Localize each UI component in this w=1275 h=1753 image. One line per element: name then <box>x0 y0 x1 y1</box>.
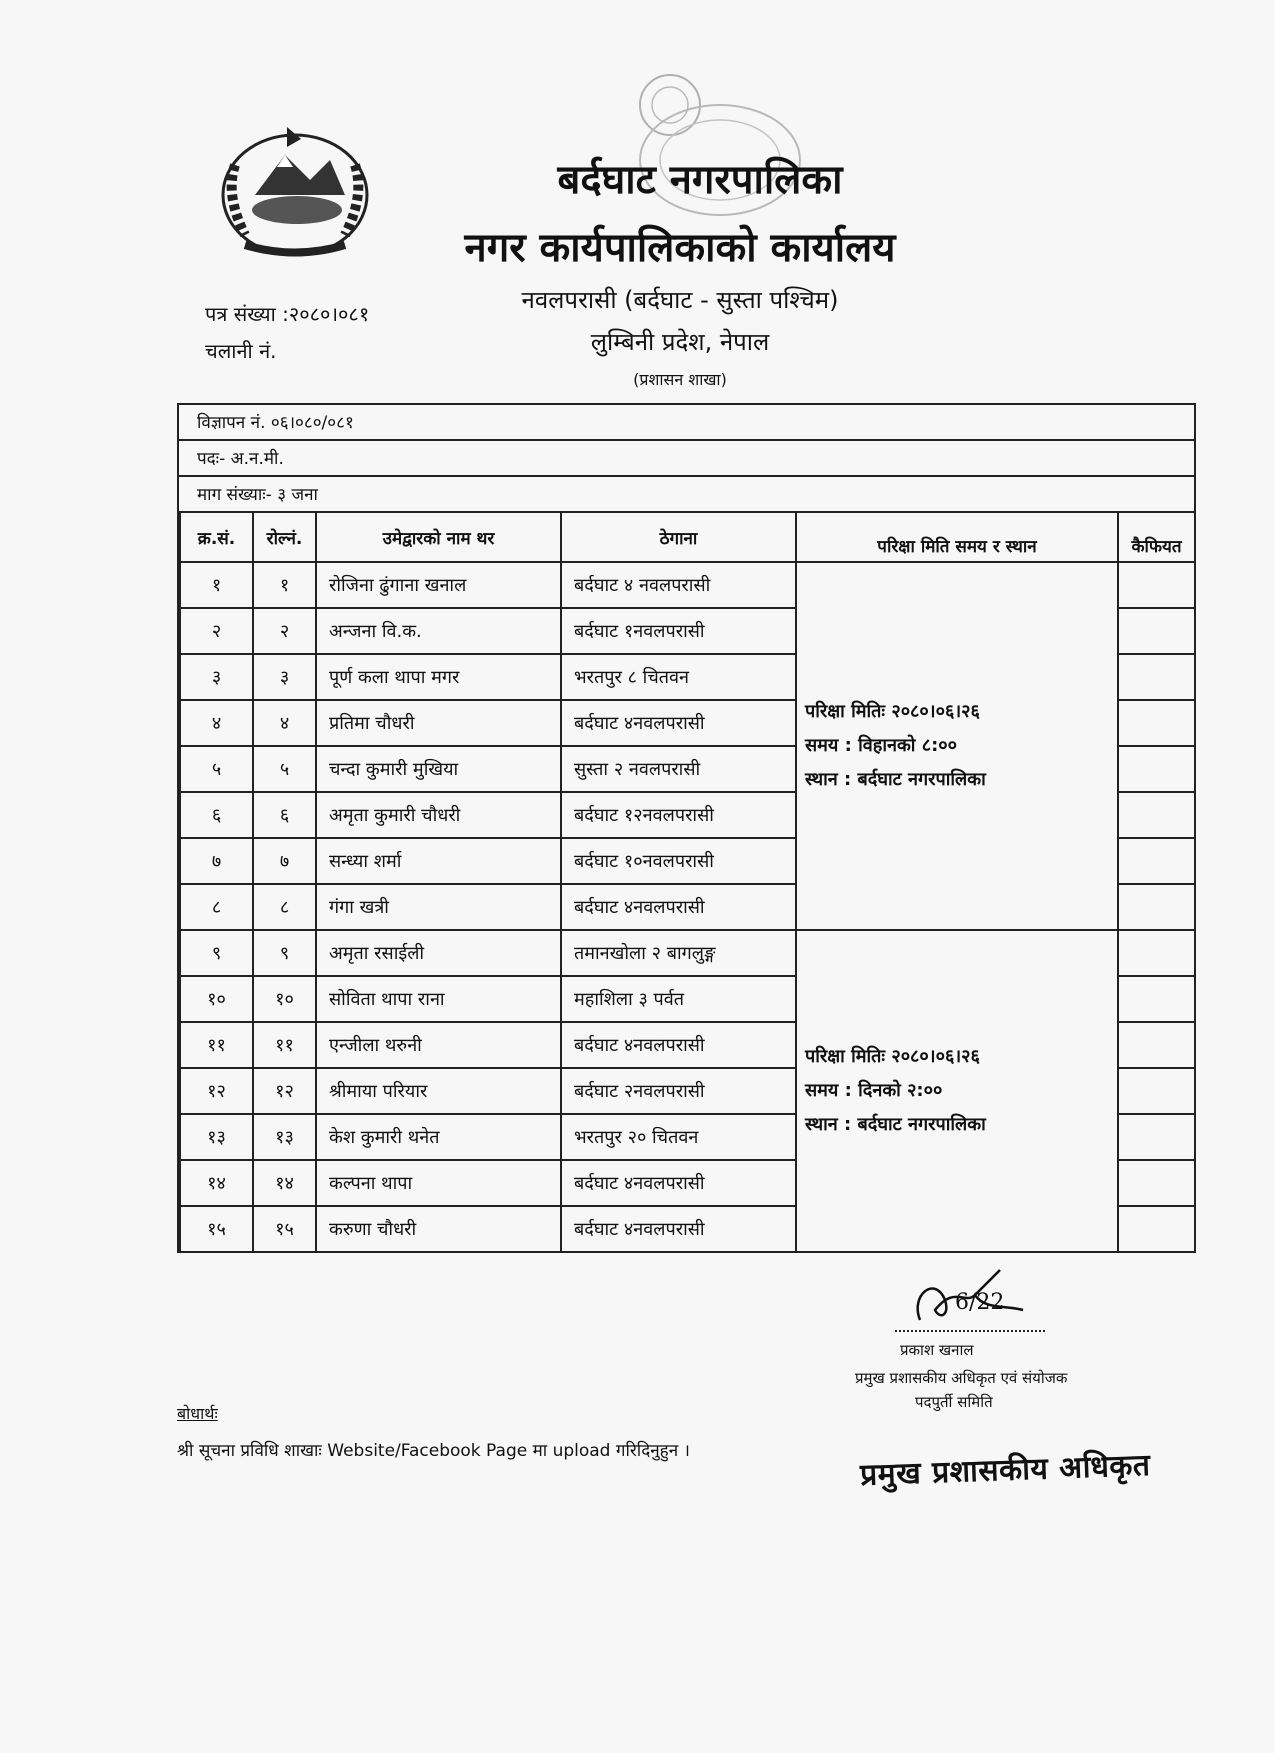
cell-roll: २ <box>253 608 316 654</box>
cell-address: बर्दघाट १२नवलपरासी <box>561 792 796 838</box>
header-name: उमेद्वारको नाम थर <box>316 512 561 562</box>
table-row <box>180 562 1195 608</box>
exam-place: स्थान : बर्दघाट नगरपालिका <box>805 769 986 790</box>
cell-address: बर्दघाट १०नवलपरासी <box>561 838 796 884</box>
cell-name: रोजिना ढुंगाना खनाल <box>316 562 561 608</box>
cell-roll: ४ <box>253 700 316 746</box>
bodharth-note: श्री सूचना प्रविधि शाखाः Website/Facebook Page मा upload गरिदिनुहुन । <box>177 1441 690 1461</box>
cell-address: बर्दघाट ४नवलपरासी <box>561 1206 796 1252</box>
officer-stamp: प्रमुख प्रशासकीय अधिकृत <box>859 1447 1152 1494</box>
exam-time: समय : विहानको ८:०० <box>805 735 958 756</box>
bodharth-label: बोधार्थः <box>177 1404 218 1423</box>
cell-roll: १ <box>253 562 316 608</box>
header-address: ठेगाना <box>561 512 796 562</box>
cell-sn: ८ <box>180 884 253 930</box>
cell-sn: ९ <box>180 930 253 976</box>
cell-name: गंगा खत्री <box>316 884 561 930</box>
cell-remarks <box>1118 1160 1195 1206</box>
table-row <box>180 930 1195 976</box>
cell-sn: १२ <box>180 1068 253 1114</box>
cell-sn: ४ <box>180 700 253 746</box>
exam-schedule-2 <box>796 930 1118 1252</box>
cell-name: कल्पना थापा <box>316 1160 561 1206</box>
cell-remarks <box>1118 1068 1195 1114</box>
cell-address: बर्दघाट ४नवलपरासी <box>561 1022 796 1068</box>
table-header-row <box>180 512 1195 562</box>
exam-date: परिक्षा मितिः २०८०।०६।२६ <box>805 701 980 722</box>
signature-date: 6/22 <box>955 1290 1005 1315</box>
post-name: पदः- अ.न.मी. <box>179 441 1194 477</box>
header-remarks: कैफियत <box>1118 512 1195 562</box>
cell-remarks <box>1118 930 1195 976</box>
cell-name: केश कुमारी थनेत <box>316 1114 561 1160</box>
header-exam: परिक्षा मिति समय र स्थान <box>796 512 1118 562</box>
dispatch-number: चलानी नं. <box>205 339 277 363</box>
cell-address: तमानखोला २ बागलुङ्ग <box>561 930 796 976</box>
exam-date: परिक्षा मितिः २०८०।०६।२६ <box>805 1046 980 1067</box>
signatory-title: प्रमुख प्रशासकीय अधिकृत एवं संयोजक <box>855 1369 1068 1387</box>
cell-name: अन्जना वि.क. <box>316 608 561 654</box>
signature-line <box>895 1330 1045 1332</box>
cell-remarks <box>1118 1022 1195 1068</box>
cell-remarks <box>1118 1206 1195 1252</box>
cell-name: अमृता कुमारी चौधरी <box>316 792 561 838</box>
cell-address: सुस्ता २ नवलपरासी <box>561 746 796 792</box>
letter-number: पत्र संख्या :२०८०।०८१ <box>205 302 370 326</box>
cell-roll: ६ <box>253 792 316 838</box>
cell-roll: १४ <box>253 1160 316 1206</box>
cell-roll: ११ <box>253 1022 316 1068</box>
cell-roll: १५ <box>253 1206 316 1252</box>
cell-sn: १३ <box>180 1114 253 1160</box>
cell-remarks <box>1118 884 1195 930</box>
cell-name: प्रतिमा चौधरी <box>316 700 561 746</box>
cell-address: बर्दघाट ४ नवलपरासी <box>561 562 796 608</box>
cell-name: सन्ध्या शर्मा <box>316 838 561 884</box>
exam-place: स्थान : बर्दघाट नगरपालिका <box>805 1114 986 1135</box>
cell-roll: ७ <box>253 838 316 884</box>
district-line: नवलपरासी (बर्दघाट - सुस्ता पश्चिम) <box>521 286 839 314</box>
cell-name: एन्जीला थरुनी <box>316 1022 561 1068</box>
nepal-emblem-logo <box>215 125 375 260</box>
province-line: लुम्बिनी प्रदेश, नेपाल <box>590 328 770 356</box>
exam-time: समय : दिनको २:०० <box>805 1080 943 1101</box>
candidate-table <box>179 511 1196 1253</box>
signatory-committee: पदपुर्ती समिति <box>915 1393 993 1411</box>
cell-remarks <box>1118 562 1195 608</box>
cell-roll: १३ <box>253 1114 316 1160</box>
cell-remarks <box>1118 608 1195 654</box>
header-roll: रोल्नं. <box>253 512 316 562</box>
demand-count: माग संख्याः- ३ जना <box>197 485 318 505</box>
cell-roll: ३ <box>253 654 316 700</box>
cell-remarks <box>1118 746 1195 792</box>
cell-name: चन्दा कुमारी मुखिया <box>316 746 561 792</box>
cell-name: करुणा चौधरी <box>316 1206 561 1252</box>
cell-name: अमृता रसाईली <box>316 930 561 976</box>
cell-address: बर्दघाट १नवलपरासी <box>561 608 796 654</box>
cell-remarks <box>1118 976 1195 1022</box>
cell-address: बर्दघाट ४नवलपरासी <box>561 700 796 746</box>
cell-sn: ७ <box>180 838 253 884</box>
advertisement-number: विज्ञापन नं. ०६।०८०/०८१ <box>179 405 1194 441</box>
cell-name: सोविता थापा राना <box>316 976 561 1022</box>
cell-name: श्रीमाया परियार <box>316 1068 561 1114</box>
cell-sn: १ <box>180 562 253 608</box>
cell-address: बर्दघाट ४नवलपरासी <box>561 1160 796 1206</box>
cell-roll: ५ <box>253 746 316 792</box>
cell-remarks <box>1118 838 1195 884</box>
cell-sn: १५ <box>180 1206 253 1252</box>
branch-line: (प्रशासन शाखा) <box>633 370 727 389</box>
cell-sn: १० <box>180 976 253 1022</box>
cell-remarks <box>1118 700 1195 746</box>
header-sn: क्र.सं. <box>180 512 253 562</box>
cell-sn: ११ <box>180 1022 253 1068</box>
office-title: नगर कार्यपालिकाको कार्यालय <box>464 225 896 271</box>
cell-sn: २ <box>180 608 253 654</box>
cell-remarks <box>1118 792 1195 838</box>
cell-sn: ३ <box>180 654 253 700</box>
cell-address: भरतपुर २० चितवन <box>561 1114 796 1160</box>
cell-remarks <box>1118 1114 1195 1160</box>
cell-sn: ५ <box>180 746 253 792</box>
cell-sn: १४ <box>180 1160 253 1206</box>
cell-sn: ६ <box>180 792 253 838</box>
municipality-title: बर्दघाट नगरपालिका <box>557 157 843 203</box>
cell-name: पूर्ण कला थापा मगर <box>316 654 561 700</box>
candidate-sheet <box>177 403 1196 1253</box>
cell-address: भरतपुर ८ चितवन <box>561 654 796 700</box>
cell-remarks <box>1118 654 1195 700</box>
cell-address: महाशिला ३ पर्वत <box>561 976 796 1022</box>
exam-schedule-1 <box>796 562 1118 930</box>
cell-roll: १० <box>253 976 316 1022</box>
cell-address: बर्दघाट २नवलपरासी <box>561 1068 796 1114</box>
cell-roll: १२ <box>253 1068 316 1114</box>
cell-roll: ९ <box>253 930 316 976</box>
cell-roll: ८ <box>253 884 316 930</box>
signatory-name: प्रकाश खनाल <box>900 1341 974 1359</box>
cell-address: बर्दघाट ४नवलपरासी <box>561 884 796 930</box>
